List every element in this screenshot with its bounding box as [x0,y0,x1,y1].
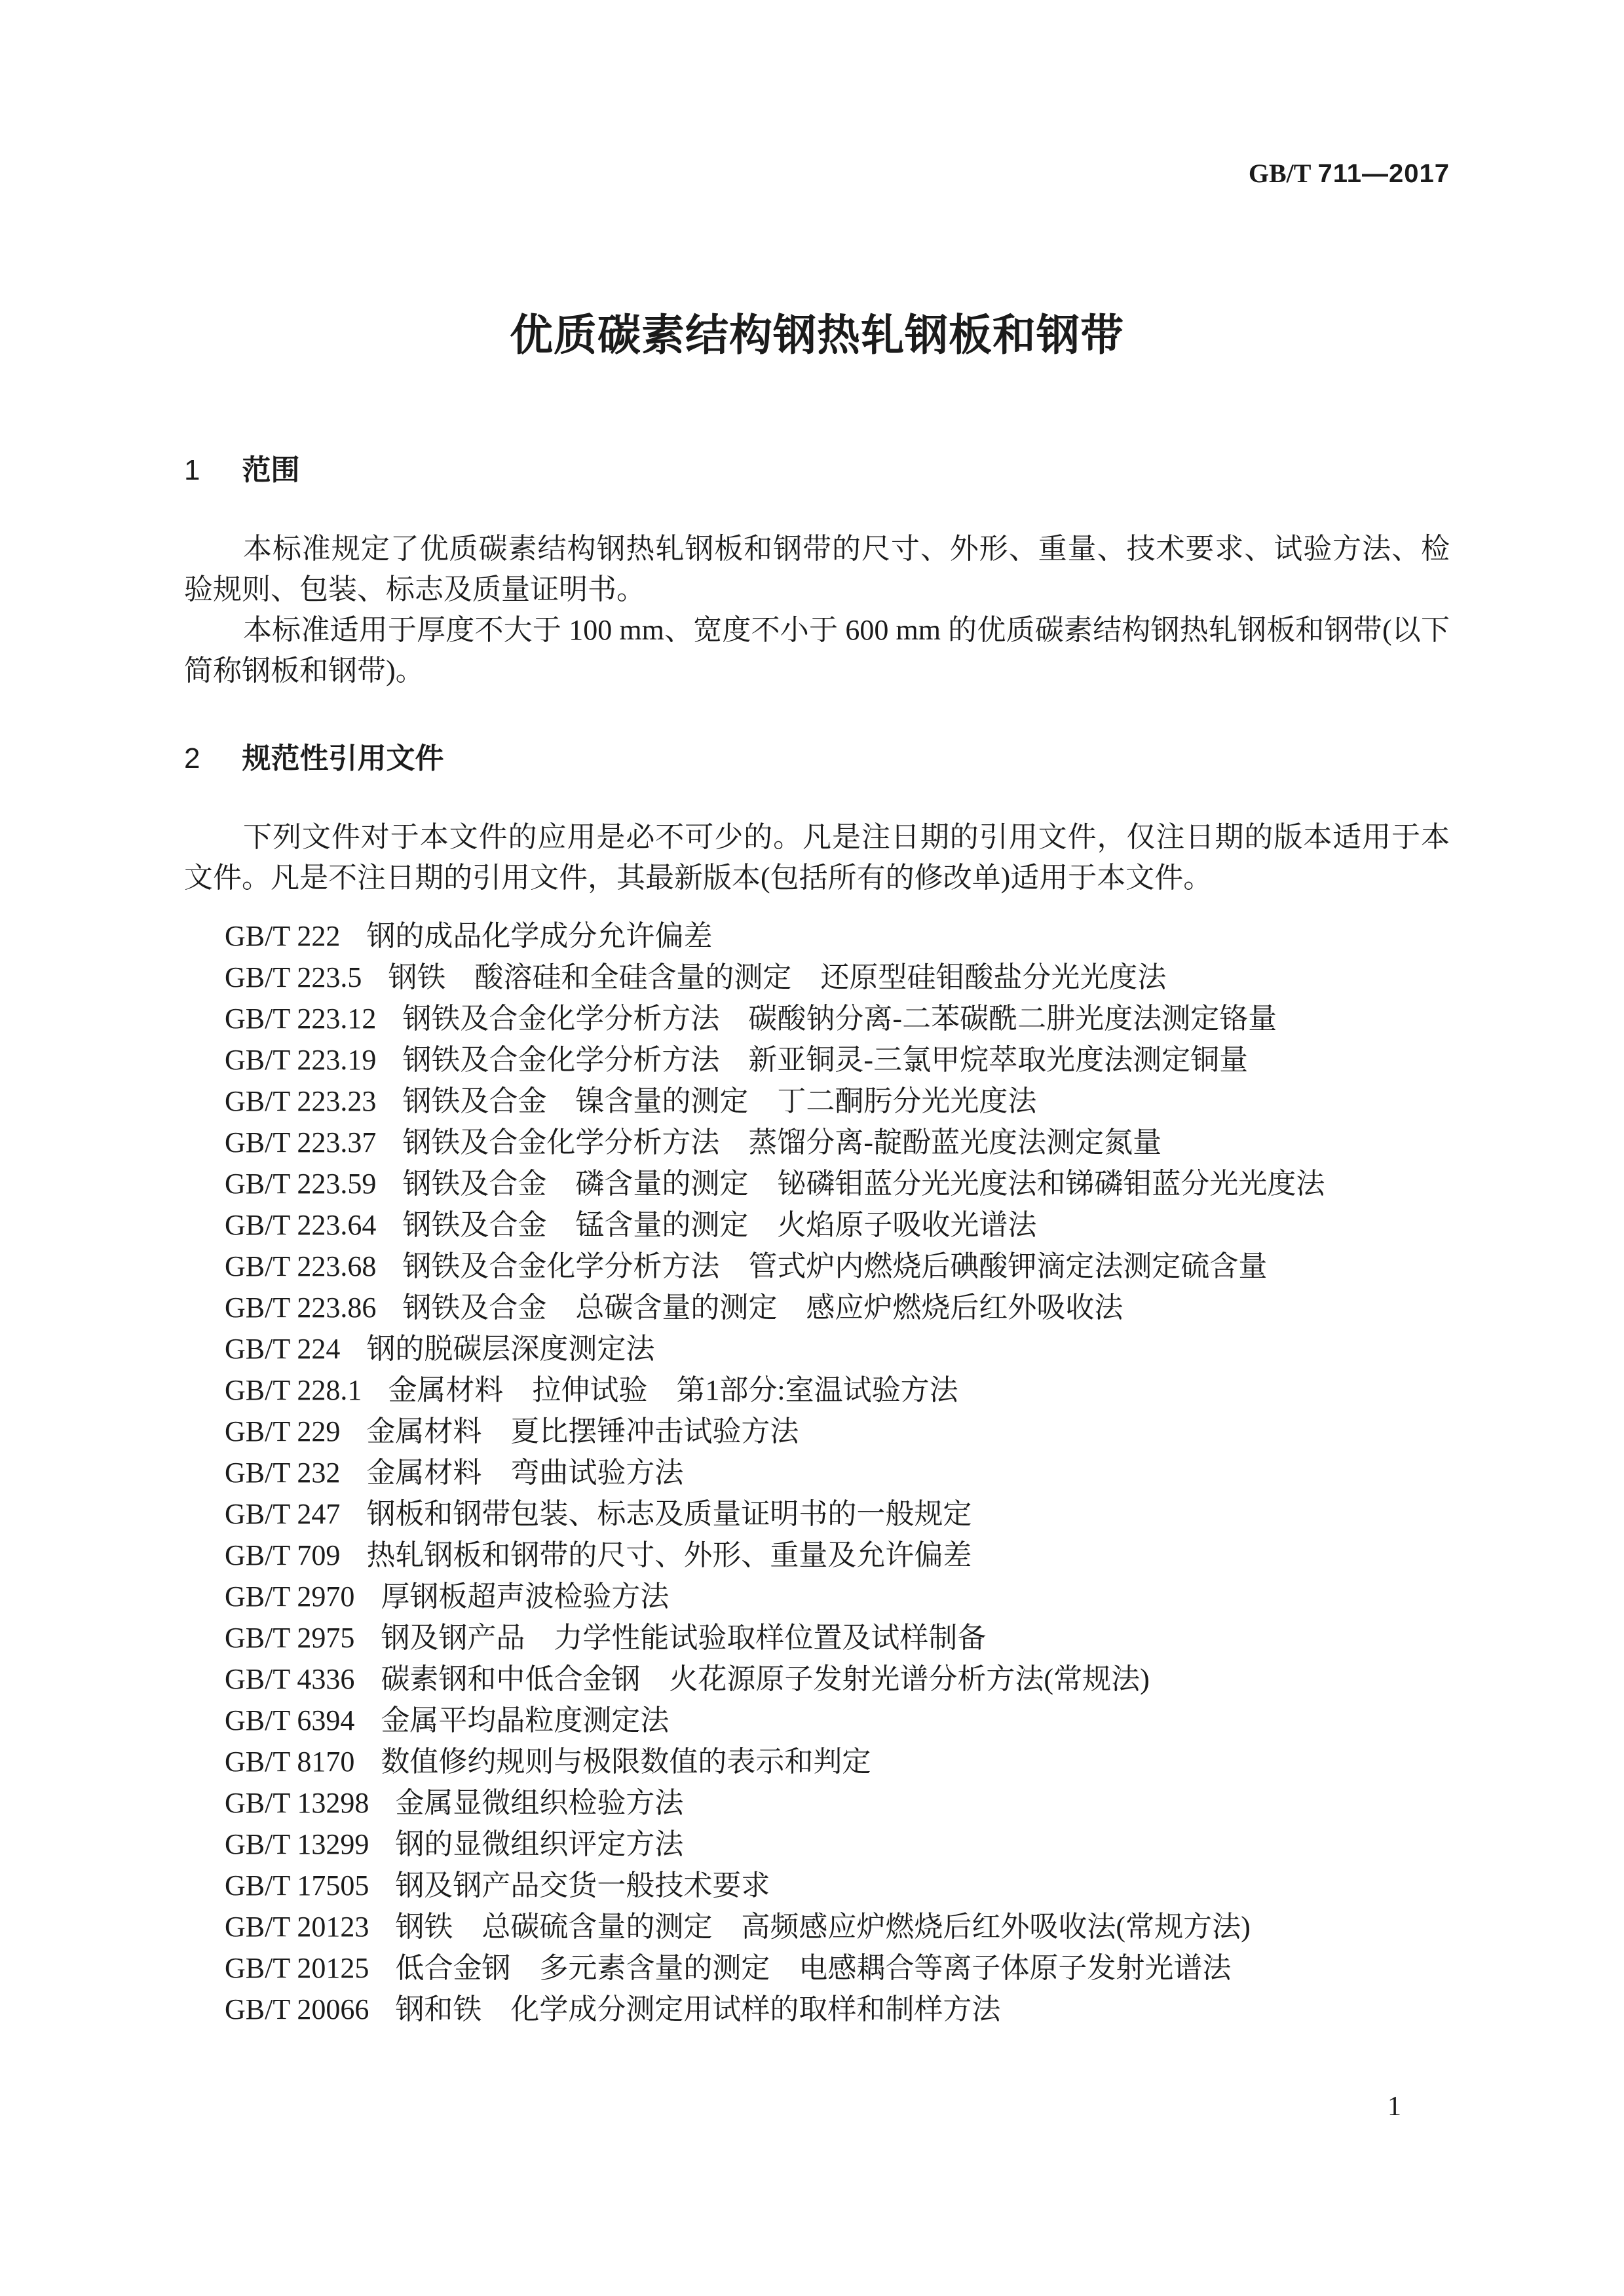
reference-title: 厚钢板超声波检验方法 [381,1580,670,1613]
reference-code: GB/T 223.68 [225,1250,377,1282]
reference-code: GB/T 222 [225,920,341,952]
section-1-title: 范围 [242,454,300,486]
reference-code: GB/T 20125 [225,1952,369,1984]
reference-item [225,1039,1450,1081]
reference-item [225,1163,1450,1204]
section-2-title: 规范性引用文件 [242,742,444,775]
reference-title: 金属材料 弯曲试验方法 [366,1457,684,1489]
reference-item [225,1617,1450,1658]
reference-item [225,1452,1450,1493]
reference-code: GB/T 223.5 [225,961,362,993]
reference-item [225,1122,1450,1163]
reference-item [225,1947,1450,1989]
reference-item [225,1576,1450,1617]
reference-title: 钢和铁 化学成分测定用试样的取样和制样方法 [395,1993,1001,2025]
reference-title: 热轧钢板和钢带的尺寸、外形、重量及允许偏差 [366,1539,972,1571]
reference-title: 金属材料 拉伸试验 第1部分:室温试验方法 [388,1374,958,1406]
reference-item [225,1081,1450,1122]
reference-code: GB/T 247 [225,1498,341,1530]
reference-title: 钢铁及合金 锰含量的测定 火焰原子吸收光谱法 [402,1209,1037,1241]
reference-code: GB/T 223.19 [225,1044,377,1076]
reference-title: 钢铁及合金化学分析方法 蒸馏分离-靛酚蓝光度法测定氮量 [402,1126,1162,1158]
reference-code: GB/T 8170 [225,1746,355,1778]
reference-item [225,1493,1450,1535]
reference-code: GB/T 224 [225,1333,341,1365]
reference-item [225,998,1450,1039]
document-title: 优质碳素结构钢热轧钢板和钢带 [510,311,1124,359]
reference-title: 钢铁 酸溶硅和全硅含量的测定 还原型硅钼酸盐分光光度法 [388,961,1167,993]
standard-code-prefix: GB/T [1248,159,1312,188]
standard-code [184,0,1450,188]
reference-code: GB/T 228.1 [225,1374,362,1406]
reference-item [225,1865,1450,1906]
page-number: 1 [1388,2092,1401,2122]
reference-title: 钢铁及合金 总碳含量的测定 感应炉燃烧后红外吸收法 [402,1292,1124,1324]
reference-item [225,1700,1450,1741]
reference-code: GB/T 223.23 [225,1085,377,1117]
reference-code: GB/T 20123 [225,1911,369,1943]
reference-title: 钢的脱碳层深度测定法 [366,1333,655,1365]
reference-item [225,957,1450,998]
section-2-heading [184,742,1450,775]
reference-code: GB/T 223.64 [225,1209,377,1241]
reference-item [225,1658,1450,1700]
reference-title: 钢的成品化学成分允许偏差 [366,920,713,952]
reference-title: 金属显微组织检验方法 [395,1787,684,1819]
reference-item [225,1411,1450,1452]
reference-code: GB/T 13299 [225,1828,369,1860]
section-1-heading [184,454,1450,487]
reference-item [225,1989,1450,2030]
reference-code: GB/T 4336 [225,1663,355,1695]
reference-item [225,1782,1450,1824]
scope-paragraph-2: 本标准适用于厚度不大于 100 mm、宽度不小于 600 mm 的优质碳素结构钢热轧钢板和钢带(以下简称钢板和钢带)。 [184,614,1450,687]
normative-references-intro: 下列文件对于本文件的应用是必不可少的。凡是注日期的引用文件，仅注日期的版本适用于本文件。凡是不注日期的引用文件，其最新版本(包括所有的修改单)适用于本文件。 [184,821,1450,894]
reference-code: GB/T 2970 [225,1580,355,1613]
reference-title: 钢及钢产品 力学性能试验取样位置及试样制备 [381,1622,987,1654]
reference-code: GB/T 229 [225,1415,341,1447]
reference-code: GB/T 223.12 [225,1003,377,1035]
reference-item [225,1328,1450,1369]
reference-code: GB/T 20066 [225,1993,369,2025]
reference-code: GB/T 17505 [225,1869,369,1902]
reference-code: GB/T 223.86 [225,1292,377,1324]
reference-code: GB/T 6394 [225,1704,355,1736]
reference-item [225,1246,1450,1287]
reference-code: GB/T 223.59 [225,1168,377,1200]
reference-item [225,1906,1450,1947]
reference-title: 低合金钢 多元素含量的测定 电感耦合等离子体原子发射光谱法 [395,1952,1232,1984]
reference-title: 钢及钢产品交货一般技术要求 [395,1869,770,1902]
section-1-number: 1 [184,454,200,486]
reference-code: GB/T 223.37 [225,1126,377,1158]
reference-title: 钢铁及合金化学分析方法 碳酸钠分离-二苯碳酰二肼光度法测定铬量 [402,1003,1277,1035]
reference-code: GB/T 709 [225,1539,341,1571]
reference-title: 金属材料 夏比摆锤冲击试验方法 [366,1415,799,1447]
reference-code: GB/T 2975 [225,1622,355,1654]
reference-code: GB/T 232 [225,1457,341,1489]
reference-item [225,1369,1450,1411]
reference-item [225,1741,1450,1782]
reference-item [225,1287,1450,1328]
reference-title: 钢铁及合金 磷含量的测定 铋磷钼蓝分光光度法和锑磷钼蓝分光光度法 [402,1168,1325,1200]
reference-item [225,1535,1450,1576]
reference-title: 钢铁及合金化学分析方法 新亚铜灵-三氯甲烷萃取光度法测定铜量 [402,1044,1249,1076]
reference-title: 钢的显微组织评定方法 [395,1828,684,1860]
reference-title: 碳素钢和中低合金钢 火花源原子发射光谱分析方法(常规法) [381,1663,1150,1695]
reference-item [225,1824,1450,1865]
reference-item [225,915,1450,957]
reference-item [225,1204,1450,1246]
section-2-number: 2 [184,742,200,775]
scope-paragraph-1: 本标准规定了优质碳素结构钢热轧钢板和钢带的尺寸、外形、重量、技术要求、试验方法、检验规则、包装、标志及质量证明书。 [184,533,1450,605]
reference-title: 金属平均晶粒度测定法 [381,1704,670,1736]
reference-list [184,915,1450,2030]
reference-title: 钢板和钢带包装、标志及质量证明书的一般规定 [366,1498,972,1530]
reference-title: 钢铁及合金化学分析方法 管式炉内燃烧后碘酸钾滴定法测定硫含量 [402,1250,1268,1282]
reference-title: 钢铁 总碳硫含量的测定 高频感应炉燃烧后红外吸收法(常规方法) [395,1911,1251,1943]
reference-title: 钢铁及合金 镍含量的测定 丁二酮肟分光光度法 [402,1085,1037,1117]
reference-code: GB/T 13298 [225,1787,369,1819]
reference-title: 数值修约规则与极限数值的表示和判定 [381,1746,871,1778]
standard-code-number: 711—2017 [1317,159,1450,188]
